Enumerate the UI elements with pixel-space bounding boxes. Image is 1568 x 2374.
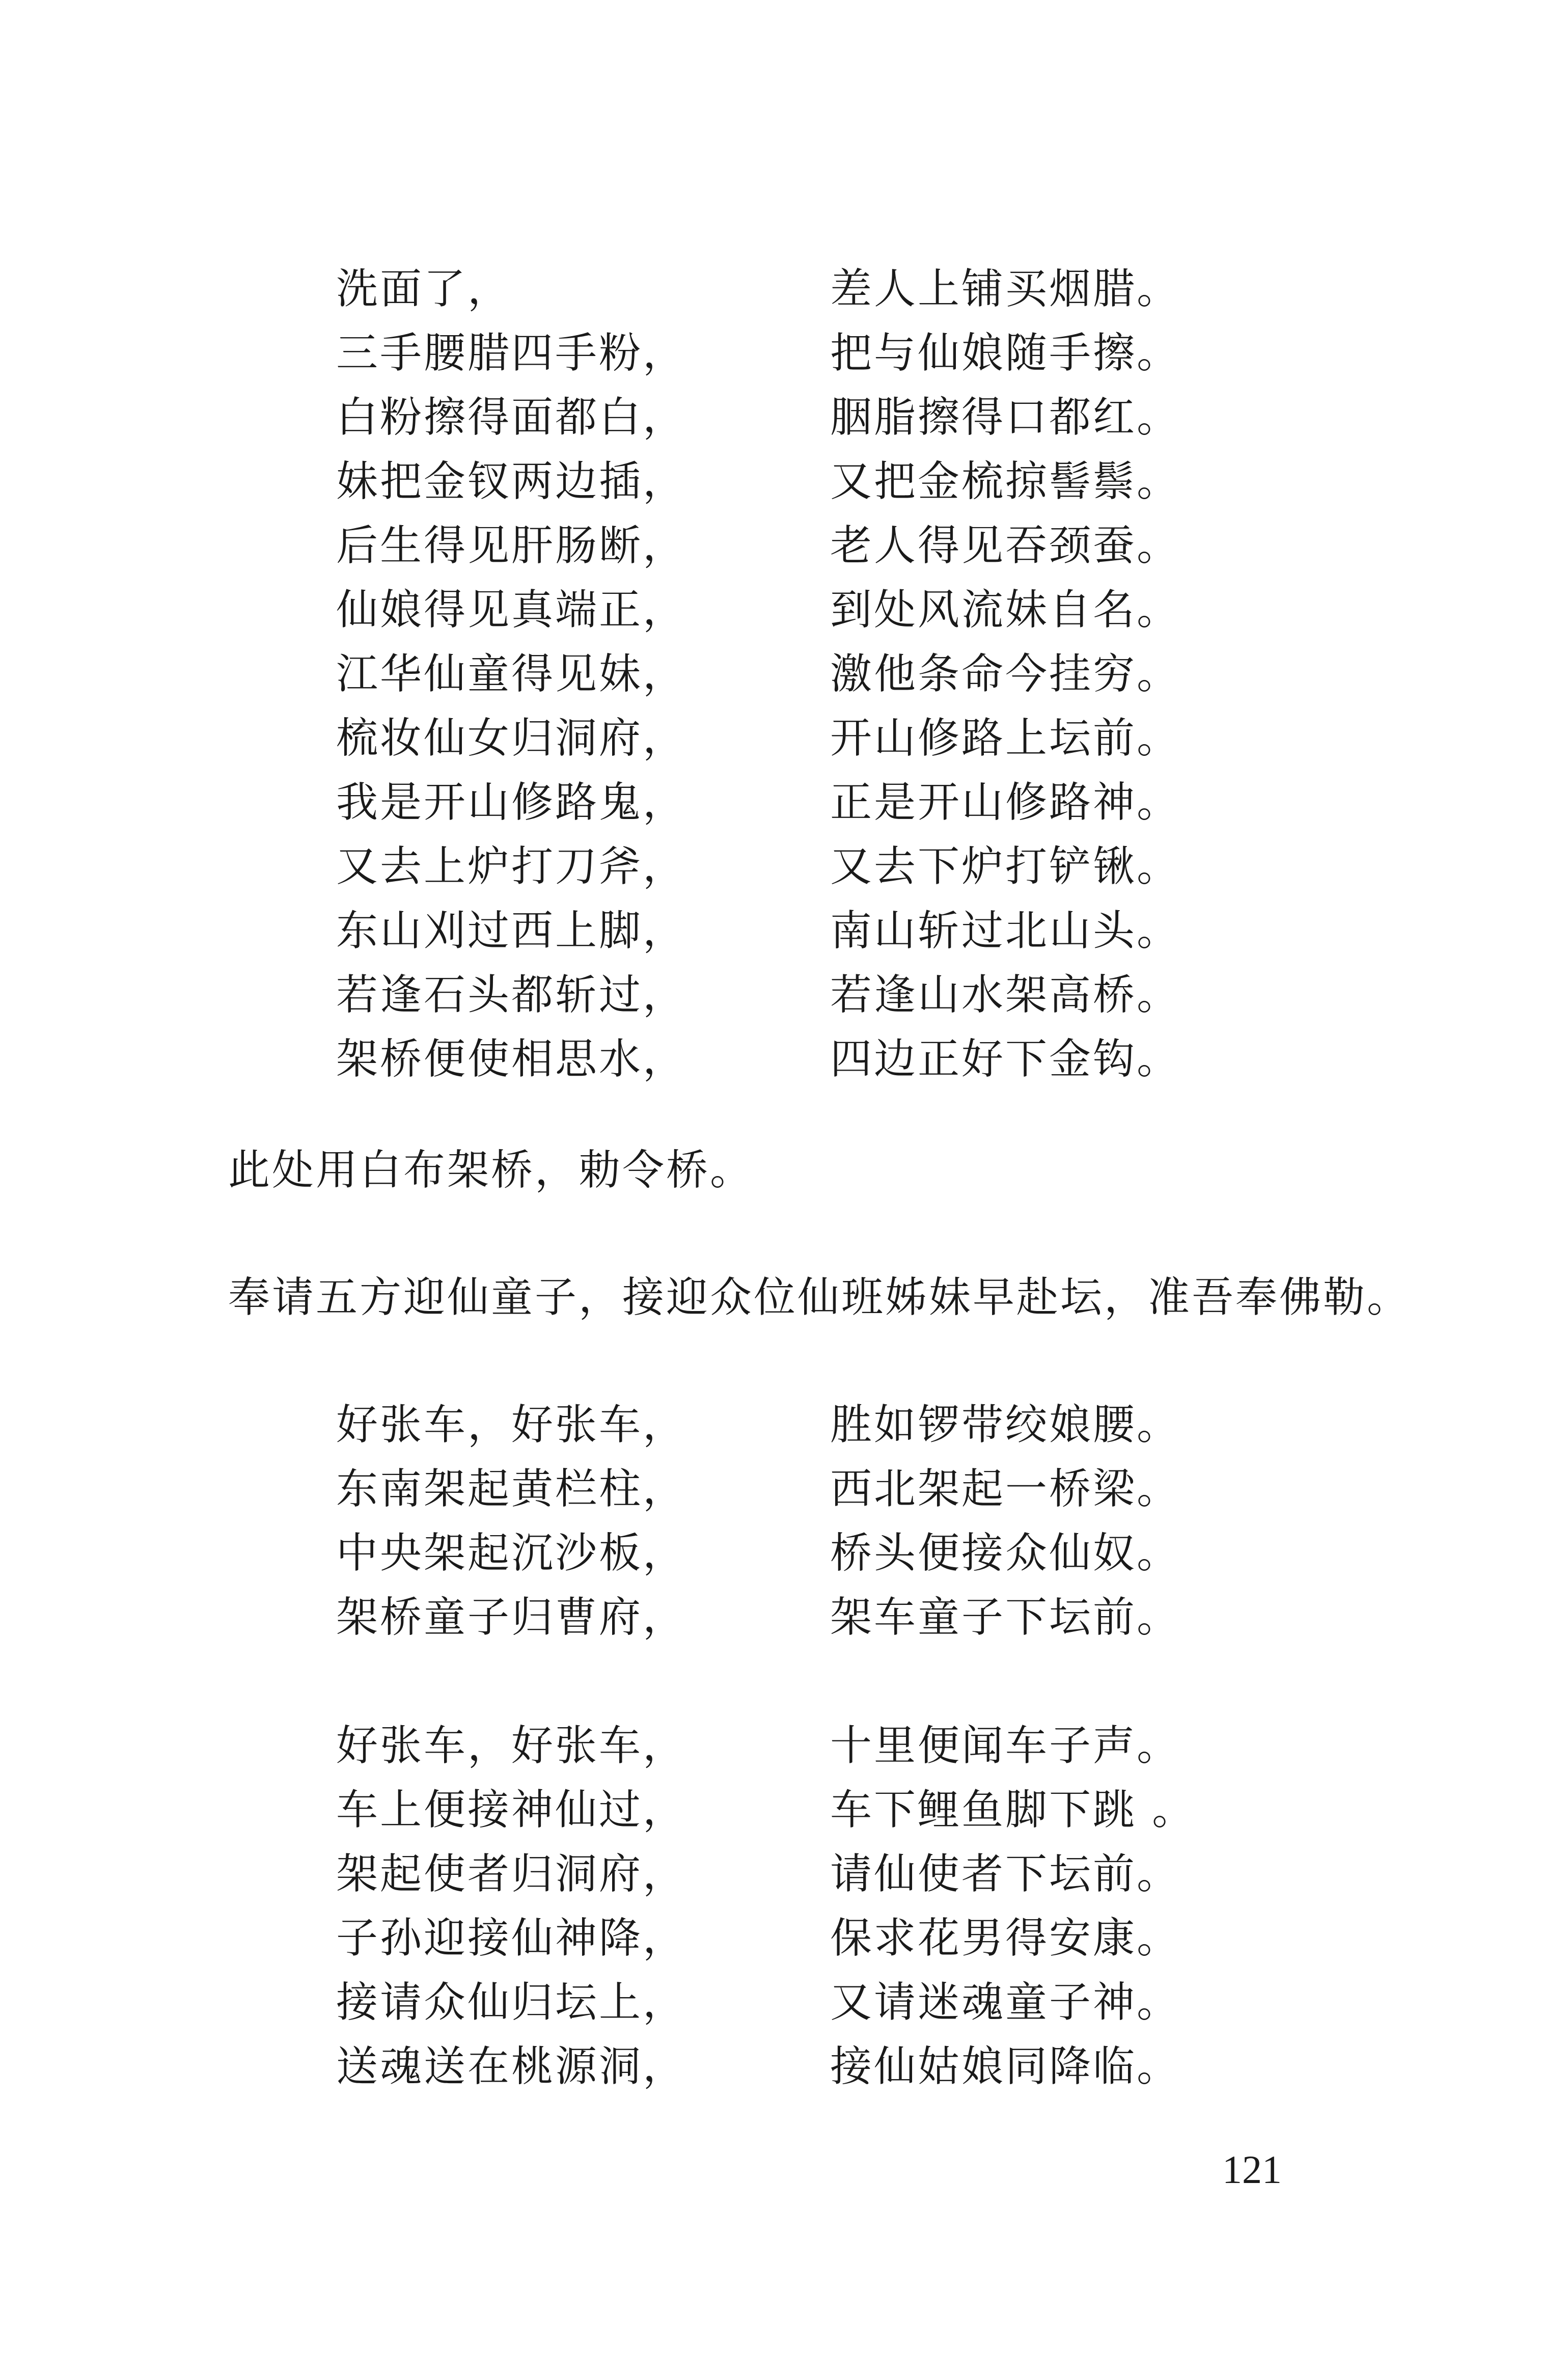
verse-line-second: 开山修路上坛前。 [830, 714, 1181, 762]
verse-line-first: 仙娘得见真端正， [336, 586, 687, 634]
verse-couplet [0, 514, 1568, 578]
ritual-note: 此处用白布架桥，勅令桥。 [228, 1146, 754, 1194]
verse-couplet [0, 1842, 1568, 1906]
verse-couplet [0, 1586, 1568, 1650]
invocation-line: 奉请五方迎仙童子，接迎众位仙班姊妹早赴坛，准吾奉佛勒。 [228, 1273, 1411, 1322]
verse-line-first: 三手腰腊四手粉， [336, 329, 687, 377]
verse-line-first: 白粉擦得面都白， [336, 393, 687, 442]
verse-couplet [0, 257, 1568, 321]
verse-line-second: 老人得见吞颈蚕。 [830, 522, 1181, 570]
verse-couplet [0, 321, 1568, 386]
verse-line-second: 架车童子下坛前。 [830, 1593, 1181, 1642]
verse-line-first: 我是开山修路鬼， [336, 778, 687, 827]
verse-line-second: 胭脂擦得口都红。 [830, 393, 1181, 442]
verse-line-first: 架桥童子归曹府， [336, 1593, 687, 1642]
verse-line-second: 保求花男得安康。 [830, 1914, 1181, 1962]
verse-line-second: 车下鲤鱼脚下跳 。 [830, 1786, 1196, 1834]
verse-line-first: 架起使者归洞府， [336, 1850, 687, 1898]
verse-line-second: 四边正好下金钩。 [830, 1035, 1181, 1083]
verse-line-second: 南山斩过北山头。 [830, 907, 1181, 955]
verse-couplet [0, 706, 1568, 771]
verse-line-first: 洗面了， [336, 265, 512, 313]
verse-line-second: 差人上铺买烟腊。 [830, 265, 1181, 313]
verse-line-second: 到处风流妹自名。 [830, 586, 1181, 634]
verse-line-second: 又把金梳掠髻鬃。 [830, 457, 1181, 506]
verse-line-first: 后生得见肝肠断， [336, 522, 687, 570]
verse-couplet [0, 1027, 1568, 1092]
verse-line-second: 西北架起一桥梁。 [830, 1465, 1181, 1513]
verse-line-first: 东南架起黄栏柱， [336, 1465, 687, 1513]
verse-couplet [0, 1971, 1568, 2035]
verse-line-second: 正是开山修路神。 [830, 778, 1181, 827]
verse-couplet [0, 1393, 1568, 1457]
verse-line-second: 把与仙娘随手擦。 [830, 329, 1181, 377]
verse-couplet [0, 1906, 1568, 1971]
verse-couplet [0, 386, 1568, 450]
verse-couplet [0, 963, 1568, 1027]
verse-line-first: 东山刈过西上脚， [336, 907, 687, 955]
verse-couplet [0, 1714, 1568, 1778]
verse-couplet [0, 899, 1568, 963]
verse-stanza-2 [0, 1393, 1568, 1650]
verse-line-first: 江华仙童得见妹， [336, 650, 687, 698]
verse-line-second: 又去下炉打铲锹。 [830, 842, 1181, 891]
verse-line-first: 好张车，好张车， [336, 1401, 687, 1449]
verse-line-first: 梳妆仙女归洞府， [336, 714, 687, 762]
verse-couplet [0, 835, 1568, 899]
verse-line-first: 若逢石头都斩过， [336, 971, 687, 1019]
verse-line-first: 又去上炉打刀斧， [336, 842, 687, 891]
verse-line-first: 好张车，好张车， [336, 1722, 687, 1770]
verse-line-first: 车上便接神仙过， [336, 1786, 687, 1834]
verse-couplet [0, 1521, 1568, 1586]
verse-line-second: 桥头便接众仙奴。 [830, 1529, 1181, 1577]
verse-line-second: 又请迷魂童子神。 [830, 1978, 1181, 2027]
verse-line-second: 请仙使者下坛前。 [830, 1850, 1181, 1898]
verse-line-first: 架桥便使相思水， [336, 1035, 687, 1083]
verse-line-first: 妹把金钗两边插， [336, 457, 687, 506]
verse-couplet [0, 1457, 1568, 1521]
verse-line-second: 激他条命今挂穷。 [830, 650, 1181, 698]
verse-couplet [0, 1778, 1568, 1842]
verse-couplet [0, 450, 1568, 514]
verse-couplet [0, 642, 1568, 706]
verse-stanza-3 [0, 1714, 1568, 2099]
verse-line-first: 中央架起沉沙板， [336, 1529, 687, 1577]
verse-line-first: 子孙迎接仙神降， [336, 1914, 687, 1962]
verse-line-second: 若逢山水架高桥。 [830, 971, 1181, 1019]
verse-line-first: 送魂送在桃源洞， [336, 2042, 687, 2091]
page-number: 121 [1222, 2147, 1282, 2192]
verse-couplet [0, 771, 1568, 835]
verse-line-second: 十里便闻车子声。 [830, 1722, 1181, 1770]
verse-line-second: 接仙姑娘同降临。 [830, 2042, 1181, 2091]
verse-line-second: 胜如锣带绞娘腰。 [830, 1401, 1181, 1449]
verse-couplet [0, 2035, 1568, 2099]
verse-stanza-1 [0, 257, 1568, 1092]
verse-couplet [0, 578, 1568, 642]
verse-line-first: 接请众仙归坛上， [336, 1978, 687, 2027]
